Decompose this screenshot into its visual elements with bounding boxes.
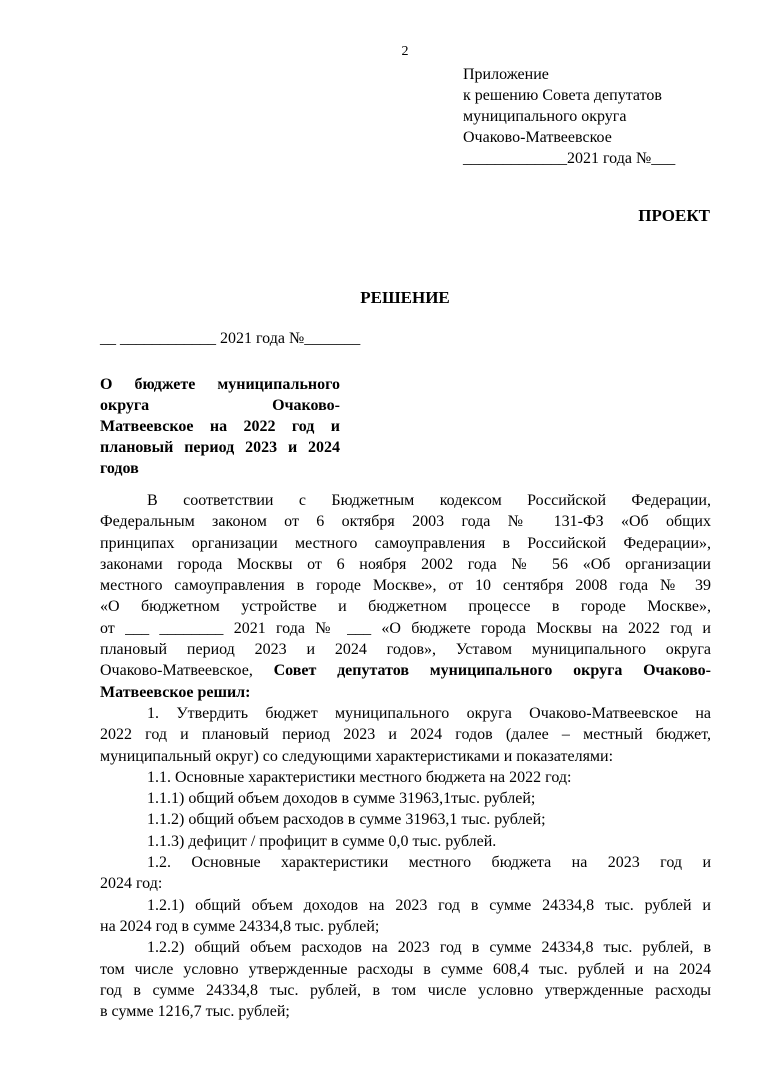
appendix-line: к решению Совета депутатов bbox=[463, 87, 662, 104]
item-1-2-2-line: 1.2.2) общий объем расходов на 2023 год в сумме 24334,8 тыс. рублей, в bbox=[147, 939, 711, 957]
item-1-line: муниципальный округ) со следующими характеристиками и показателями: bbox=[100, 747, 614, 765]
appendix-line: муниципального округа bbox=[463, 108, 627, 125]
item-1-2-2-line: год в сумме 24334,8 тыс. рублей, в том числе условно утвержденные расходы bbox=[100, 981, 711, 999]
item-1-1: 1.1. Основные характеристики местного бюджета на 2022 год: bbox=[147, 768, 572, 786]
preamble-text: Очаково-Матвеевское, bbox=[100, 662, 274, 680]
appendix-line: Очаково-Матвеевское bbox=[463, 129, 612, 146]
preamble-line: плановый период 2023 и 2024 годов», Уставом муниципального округа bbox=[100, 641, 711, 659]
preamble-line: от ___ ________ 2021 года № ___ «О бюджете города Москвы на 2022 год и bbox=[100, 619, 711, 637]
subject-line: округа Очаково- bbox=[100, 397, 340, 414]
decision-title: РЕШЕНИЕ bbox=[360, 288, 450, 307]
preamble-line: Федеральным законом от 6 октября 2003 года № 131-ФЗ «Об общих bbox=[100, 513, 711, 531]
item-1-2-1-line: на 2024 год в сумме 24334,8 тыс. рублей; bbox=[100, 917, 380, 935]
subject-line: плановый период 2023 и 2024 bbox=[100, 439, 340, 456]
item-1-line: 2022 год и плановый период 2023 и 2024 годов (далее – местный бюджет, bbox=[100, 726, 711, 744]
item-1-1-3: 1.1.3) дефицит / профицит в сумме 0,0 тыс. рублей. bbox=[147, 832, 497, 850]
decision-date-line: __ ____________ 2021 года №_______ bbox=[100, 330, 361, 347]
project-label: ПРОЕКТ bbox=[638, 206, 710, 225]
preamble-line: принципах организации местного самоуправления в Российской Федерации», bbox=[100, 534, 711, 552]
subject-line: годов bbox=[100, 460, 139, 477]
decision-body bbox=[100, 490, 711, 1022]
subject-line: О бюджете муниципального bbox=[100, 376, 340, 393]
appendix-line: Приложение bbox=[463, 66, 549, 83]
item-1-2-line: 2024 год: bbox=[100, 875, 163, 893]
item-1-2-2-line: том числе условно утвержденные расходы в сумме 608,4 тыс. рублей и на 2024 bbox=[100, 960, 711, 978]
appendix-block bbox=[463, 64, 675, 169]
item-1-1-1: 1.1.1) общий объем доходов в сумме 31963,1тыс. рублей; bbox=[147, 790, 536, 808]
item-1-2-line: 1.2. Основные характеристики местного бюджета на 2023 год и bbox=[147, 854, 711, 872]
item-1-2-1-line: 1.2.1) общий объем доходов на 2023 год в сумме 24334,8 тыс. рублей и bbox=[147, 896, 711, 914]
preamble-line bbox=[100, 660, 711, 681]
council-decided-text: Совет депутатов муниципального округа Очаково- bbox=[273, 662, 712, 680]
item-1-2-2-line: в сумме 1216,7 тыс. рублей; bbox=[100, 1003, 290, 1021]
item-1-1-2: 1.1.2) общий объем расходов в сумме 31963,1 тыс. рублей; bbox=[147, 811, 546, 829]
preamble-line: местного самоуправления в городе Москве», от 10 сентября 2008 года № 39 bbox=[100, 577, 711, 595]
preamble-line: В соответствии с Бюджетным кодексом Российской Федерации, bbox=[147, 492, 711, 509]
council-decided-line: Матвеевское решил: bbox=[100, 683, 251, 701]
page-number: 2 bbox=[401, 44, 409, 59]
item-1-line: 1. Утвердить бюджет муниципального округа Очаково-Матвеевское на bbox=[147, 704, 711, 722]
preamble-line: законами города Москвы от 6 ноября 2002 года № 56 «Об организации bbox=[100, 555, 711, 573]
preamble-line: «О бюджетном устройстве и бюджетном процессе в городе Москве», bbox=[100, 598, 711, 616]
decision-subject bbox=[100, 374, 340, 479]
appendix-date-line: _____________2021 года №___ bbox=[463, 150, 676, 167]
subject-line: Матвеевское на 2022 год и bbox=[100, 418, 340, 435]
